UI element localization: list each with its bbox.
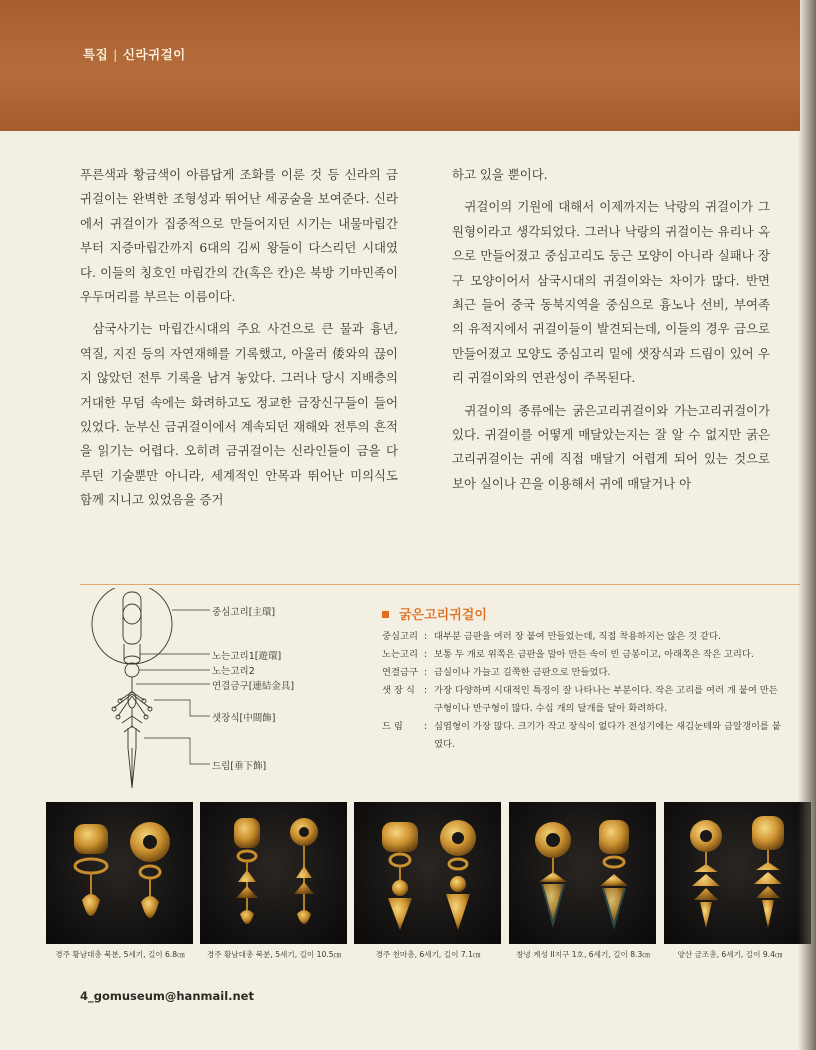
page-binding-shadow [798,0,816,1050]
bullet-square-icon [382,611,389,618]
term-row [382,682,782,718]
body-column-left [80,163,398,513]
photo-caption: 창녕 계성 II지구 1호, 6세기, 길이 8.3㎝ [516,950,650,959]
photo-caption: 경주 천마총, 6세기, 길이 7.1㎝ [375,950,481,959]
earring-photo [354,802,501,944]
term-name: 드 림 [382,721,403,732]
paragraph: 삼국사기는 마립간시대의 주요 사건으로 큰 물과 흉년, 역질, 지진 등의 자연재해를 기록했고, 아울러 倭와의 끊이지 않았던 전투 기록을 남겨 놓았다. 그러나 당시 지배층의 거대한 무덤 속에는 화려하고도 정교한 금장신구들이 들어 있었다. 눈부신 금귀걸이에서 계속되던 재해와 전투의 흔적을 읽기는 어렵다. 오히려 금귀걸이는 신라인들이 금을 다루던 기술뿐만 아니라, 세계적인 안목과 뛰어난 미의식도 함께 지니고 있었음을 증거 [80,321,398,508]
term-desc: 금실이나 가늘고 길쭉한 금판으로 만들었다. [434,667,611,678]
paragraph: 귀걸이의 종류에는 굵은고리귀걸이와 가는고리귀걸이가 있다. 귀걸이를 어떻게 매달았는지는 잘 알 수 없지만 굵은고리귀걸이는 귀에 직접 매달기 어렵게 되어 있는 것으로 보아 실이나 끈을 이용해서 귀에 매달거나 아 [452,402,770,491]
section-divider [80,584,800,585]
term-colon: : [424,667,428,678]
term-row [382,646,782,664]
terms-title [382,604,487,623]
term-desc: 보통 두 개로 위쪽은 금판을 말아 만든 속이 빈 금봉이고, 아래쪽은 작은 고리다. [434,649,754,660]
paragraph: 하고 있을 뿐이다. [452,167,548,182]
paragraph: 푸른색과 황금색이 아름답게 조화를 이룬 것 등 신라의 금귀걸이는 완벽한 조형성과 뛰어난 세공술을 보여준다. 신라에서 귀걸이가 집중적으로 만들어지던 시기는 내물마립간부터 지증마립간까지 6대의 김씨 왕들이 다스리던 시대였다. 이들의 칭호인 마립간의 간(혹은 칸)은 북방 기마민족이 우두머리를 부르는 이름이다. [80,167,398,305]
term-desc: 대부분 금판을 여러 장 붙여 만들었는데, 직접 착용하지는 않은 것 같다. [434,631,721,642]
term-row [382,718,782,754]
diagram-label-middle-ornament: 샛장식[中間飾] [212,713,276,724]
terms-list [382,628,782,754]
diagram-label-pendant: 드림[垂下飾] [212,761,267,772]
paragraph: 귀걸이의 기원에 대해서 이제까지는 낙랑의 귀걸이가 그 원형이라고 생각되었다. 그러나 낙랑의 귀걸이는 유리나 옥으로 만들어졌고 중심고리도 둥근 모양이 아니라 실패나 장구 모양이어서 삼국시대의 귀걸이와는 차이가 많다. 반면 최근 들어 중국 동북지역을 중심으로 흉노나 선비, 부여족의 유적지에서 귀걸이들이 발견되는데, 이들의 경우 금으로 만들어졌고 모양도 중심고리 밑에 샛장식과 드림이 있어 우리 귀걸이와의 연관성이 주목된다. [452,199,770,386]
page-footer: 4_gomuseum@hanmail.net [80,989,254,1003]
earring-photo [509,802,656,944]
earring-photo-strip [46,802,806,972]
diagram-label-loop-ring-1: 노는고리1[遊環] [212,651,282,662]
photo-caption: 양산 금조총, 6세기, 길이 9.4㎝ [677,950,783,959]
diagram-label-loop-ring-2: 노는고리2 [212,666,255,677]
earring-photo [664,802,811,944]
body-column-right [452,163,770,496]
term-colon: : [424,721,428,732]
subsection-label: 신라귀걸이 [122,47,186,62]
term-desc: 가장 다양하며 시대적인 특징이 잘 나타나는 부분이다. 작은 고리를 여러 개 붙여 만든 구형이나 반구형이 많다. 수십 개의 달개를 달아 화려하다. [434,685,778,714]
term-desc: 심엽형이 가장 많다. 크기가 작고 장식이 없다가 전성기에는 새김눈테와 금알갱이를 붙였다. [434,721,781,750]
photo-caption: 경주 황남대총 북분, 5세기, 길이 10.5㎝ [206,950,342,959]
header-band [0,0,800,131]
term-row [382,664,782,682]
term-colon: : [424,649,428,660]
term-name: 샛 장 식 [382,685,415,696]
term-name: 연결금구 [382,667,418,678]
term-colon: : [424,685,428,696]
section-separator: | [113,47,118,62]
earring-photo [46,802,193,944]
diagram-label-connector: 연결금구[連結金具] [212,681,295,692]
section-label: 특집 [83,47,109,62]
earring-photo [200,802,347,944]
diagram-label-main-ring: 중심고리[主環] [212,607,276,618]
term-name: 노는고리 [382,649,418,660]
earring-diagram [80,588,350,803]
term-colon: : [424,631,428,642]
term-row [382,628,782,646]
section-tag [83,45,186,63]
term-name: 중심고리 [382,631,418,642]
terms-title-text: 굵은고리귀걸이 [399,608,487,623]
photo-caption: 경주 황남대총 북분, 5세기, 길이 6.8㎝ [55,950,185,959]
